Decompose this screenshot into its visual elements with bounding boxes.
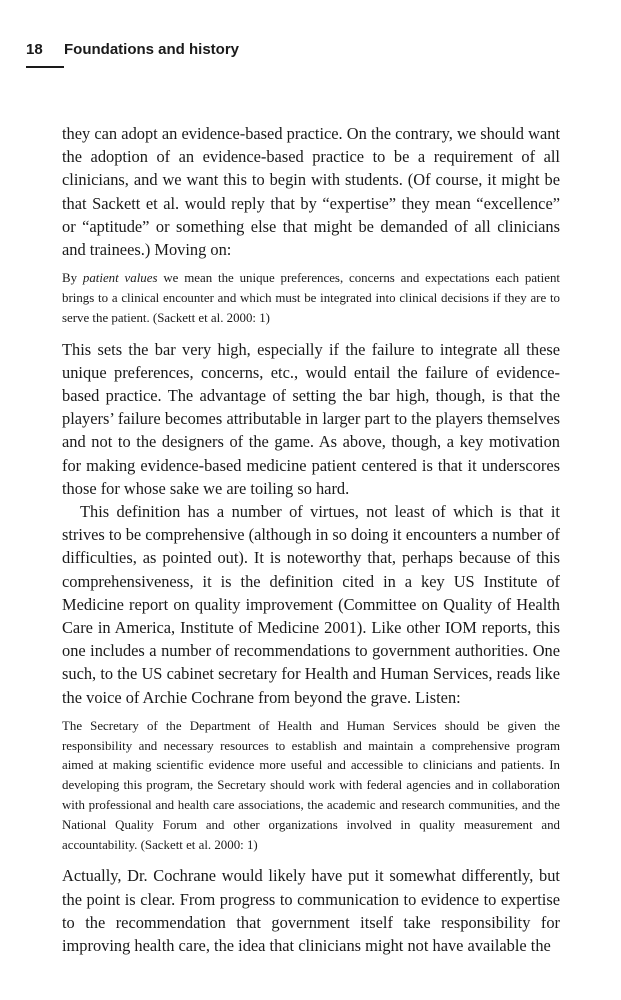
running-title: Foundations and history bbox=[64, 41, 239, 58]
quote-1-prefix: By bbox=[62, 271, 83, 286]
paragraph-4: Actually, Dr. Cochrane would likely have put it somewhat differently, but the point is clear. From progress to communication to evidence to expertise to the recommendation that government itself take responsibility for improving health care, the idea that clinicians might not have available the bbox=[62, 866, 560, 956]
paragraph-3: This definition has a number of virtues, not least of which is that it strives to be comprehensive (although in so doing it encounters a number of difficulties, as pointed out). It is noteworthy that, perhaps because of this comprehensiveness, it is the definition cited in a key US Institute of Medicine report on quality improvement (Committee on Quality of Health Care in America, Institute of Medicine 2001). Like other IOM reports, this one includes a number of recommendations to government authorities. One such, to the US cabinet secretary for Health and Human Services, reads like the voice of Archie Cochrane from beyond the grave. Listen: bbox=[62, 502, 560, 707]
quote-1-rest: we mean the unique preferences, concerns and expectations each patient brings to a clinical encounter and which must be integrated into clinical decisions if they are to serve the patient. (Sackett et al. 2000: 1) bbox=[62, 271, 560, 325]
paragraph-2: This sets the bar very high, especially if the failure to integrate all these unique preferences, concerns, etc., would entail the failure of evidence-based practice. The advantage of setting the bar high, though, is that the players’ failure becomes attributable in larger part to the players themselves and not to the designers of the game. As above, though, a key motivation for making evidence-based medicine patient centered is that it underscores those for whose sake we are toiling so hard. bbox=[62, 339, 560, 498]
page-body bbox=[62, 122, 560, 957]
block-quote-hhs-secretary: The Secretary of the Department of Health and Human Services should be given the responsibility and necessary resources to establish and maintain a comprehensive program aimed at making scientific evidence more useful and accessible to clinicians and patients. In developing this program, the Secretary should work with federal agencies and in collaboration with professional and health care associations, the academic and research communities, and the National Quality Forum and other organizations involved in quality measurement and accountability. (Sackett et al. 2000: 1) bbox=[62, 718, 560, 852]
header-rule bbox=[26, 66, 64, 68]
paragraph-1: they can adopt an evidence-based practice. On the contrary, we should want the adoption of an evidence-based practice to be a requirement of all clinicians, and we want this to begin with students. (Of course, it might be that Sackett et al. would reply that by “expertise” they mean “excellence” or “aptitude” or something else that might be demanded of all clinicians and trainees.) Moving on: bbox=[62, 124, 560, 260]
page-number: 18 bbox=[26, 41, 43, 58]
block-quote-patient-values bbox=[62, 269, 560, 328]
quote-1-emphasis: patient values bbox=[82, 271, 158, 286]
running-header bbox=[26, 40, 239, 60]
